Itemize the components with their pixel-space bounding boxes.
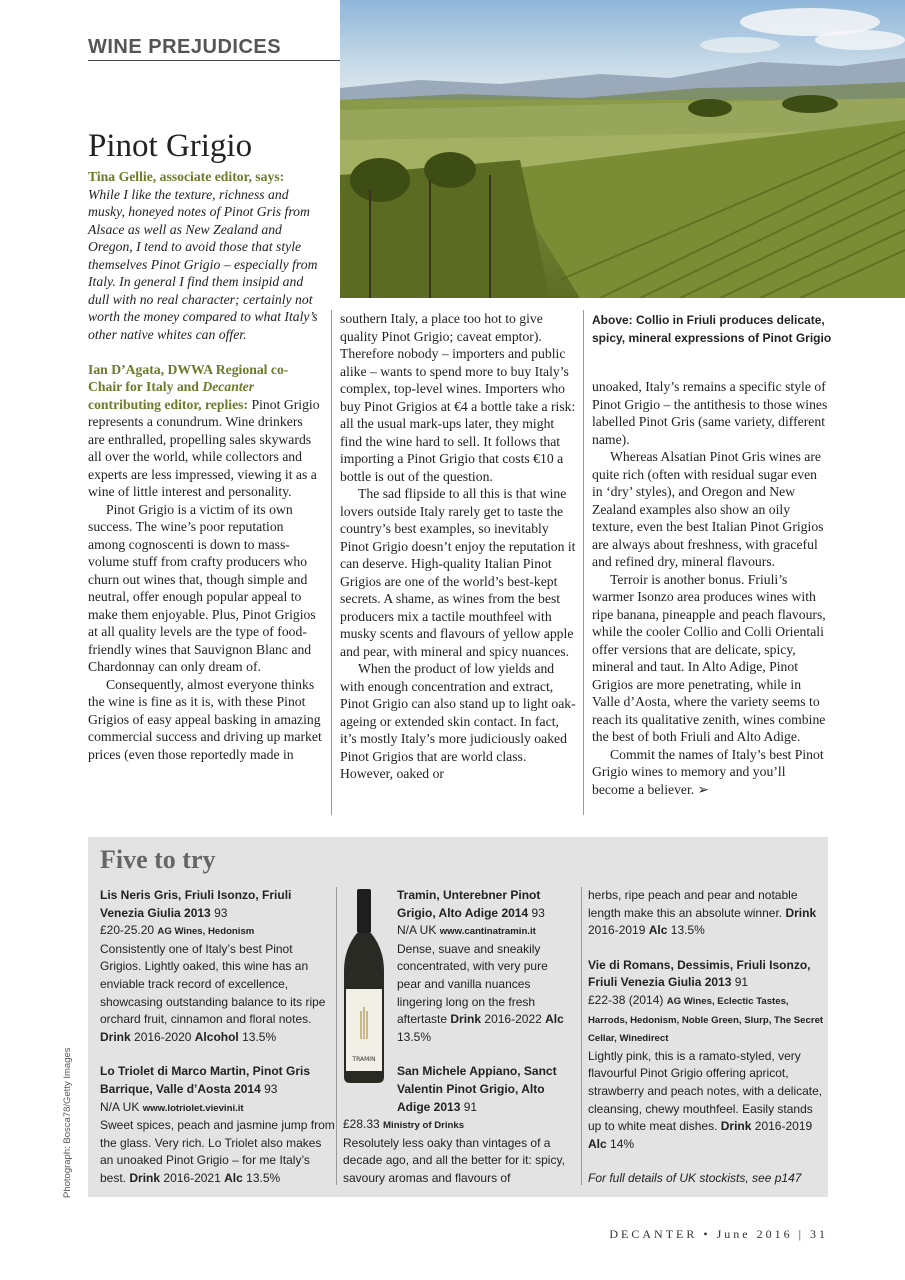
wine-score: 91 xyxy=(463,1099,478,1114)
bottle-label-brand: TRAMIN xyxy=(352,1056,376,1063)
reply-heading-magazine: Decanter xyxy=(202,379,255,394)
article-column-2 xyxy=(340,310,576,783)
footer-issue: June 2016 xyxy=(716,1227,793,1241)
wine-drink: 2016-2020 xyxy=(134,1029,192,1044)
wine-note: Consistently one of Italy’s best Pinot Grigios. Lightly oaked, this wine has an enviable track record of excellence, showcasing outstanding balance to its ripe orchard fruit, cinnamon and floral notes. xyxy=(100,941,326,1027)
footer-magazine: DECANTER xyxy=(609,1227,698,1241)
wine-note: Resolutely less oaky than vintages of a decade ago, and all the better for it: spicy, savoury aromas and flavours of xyxy=(343,1135,565,1185)
section-title: WINE PREJUDICES xyxy=(88,36,282,58)
box-column-divider xyxy=(336,887,337,1185)
wine-alc: 13.5% xyxy=(670,923,705,938)
wine-score: 93 xyxy=(531,905,545,920)
wine-price: N/A UK xyxy=(397,923,437,938)
wine-score: 93 xyxy=(264,1081,278,1096)
paragraph-5: When the product of low yields and with enough concentration and extract, Pinot Grigio can also stand up to light oak-ageing or extended skin contact. In fact, it’s mostly Italy’s more judiciously oaked Pinot Grigios that are world class. However, oaked or xyxy=(340,661,576,781)
paragraph-3-continued: southern Italy, a place too hot to give quality Pinot Grigio; caveat emptor). Therefore nobody – importers and public alike – wants to spend more to buy Italy’s complex, top-level wines. Importers who buy Pinot Grigios at €4 a bottle take a risk: all the usual mark-ups later, they might find the wine hard to sell. It follows that importing a Pinot Grigio that costs €10 a bottle is out of the question. xyxy=(340,311,576,484)
says-body: While I like the texture, richness and musky, honeyed notes of Pinot Gris from Alsace as well as New Zealand and Oregon, I tend to avoid those that style themselves Pinot Grigio – especially from Italy. In general I find them insipid and dull with no real character; certainly not worth the money compared to what Italy’s other native whites can offer. xyxy=(88,186,318,342)
paragraph-5-continued: unoaked, Italy’s remains a specific style of Pinot Grigio – the antithesis to those wines labelled Pinot Gris (same variety, different name). xyxy=(592,379,828,447)
article-column-1 xyxy=(88,168,322,763)
wine-price: £22-38 (2014) xyxy=(588,992,664,1007)
paragraph-2: Pinot Grigio is a victim of its own success. The wine’s poor reputation among cognoscenti is down to mass-volume stuff from crafty producers who churn out wines that, though simple and neutral, offer enough popular appeal to make them enjoyable. Plus, Pinot Grigios at all quality levels are the type of food-friendly wines that Sauvignon Blanc and Chardonnay can only dream of. xyxy=(88,501,316,674)
box-column-2: Tramin, Unterebner Pinot Grigio, Alto Adige 2014 93 N/A UK www.cantinatramin.it Dense, suave and sneakily concentrated, with very pure pear and vanilla nuances lingering long on the fresh aftertaste Drink 2016-2022 Alc 13.5% San Michele Appiano, Sanct Valentin Pinot Grigio, Alto Adige 2013 91 £28.33 Ministry of Drinks Resolutely less oaky than vintages of a decade ago, and all the better for it: spicy, savoury aromas and flavours of xyxy=(343,887,575,1188)
photo-caption: Above: Collio in Friuli produces delicate, spicy, mineral expressions of Pinot Grigio xyxy=(592,313,832,345)
reply-heading-b: contributing editor, replies: xyxy=(88,396,249,412)
five-to-try-title: Five to try xyxy=(100,845,216,874)
page-number: 31 xyxy=(810,1227,828,1241)
wine-stockists: Ministry of Drinks xyxy=(383,1120,465,1132)
wine-stockists: AG Wines, Eclectic Tastes, Harrods, Hedonism, Noble Green, Slurp, The Secret Cellar, Winedirect xyxy=(588,995,824,1045)
says-heading: Tina Gellie, associate editor, says: xyxy=(88,169,285,184)
paragraph-8: Commit the names of Italy’s best Pinot Grigio wines to memory and you’ll become a believer. xyxy=(592,746,824,797)
wine-stockists: www.cantinatramin.it xyxy=(439,926,536,938)
box-column-3: herbs, ripe peach and pear and notable length make this an absolute winner. Drink 2016-2019 Alc 13.5% Vie di Romans, Dessimis, Friuli Isonzo, Friuli Venezia Giulia 2013 91 £22-38 (2014) AG Wines, Eclectic Tastes, Harrods, Hedonism, Noble Green, Slurp, The Secret Cellar, Winedirect Lightly pink, this is a ramato-styled, very flavourful Pinot Grigio offering apricot, strawberry and peach notes, with a delicate, cleansing, chewy mouthfeel. Easily stands up to white meat dishes. Drink 2016-2019 Alc 14% For full details of UK stockists, see p147 xyxy=(588,887,824,1188)
wine-name: San Michele Appiano, Sanct Valentin Pinot Grigio, Alto Adige 2013 xyxy=(397,1064,557,1114)
reply-first-paragraph: Pinot Grigio represents a conundrum. Wine drinkers are enthralled, propelling sales skywards all over the world, while collectors and experts are less impressed, viewing it as a wine of little interest and personality. xyxy=(88,396,320,499)
end-mark-icon: ➢ xyxy=(697,781,710,797)
wine-drink: 2016-2019 xyxy=(588,923,646,938)
paragraph-3: Consequently, almost everyone thinks the wine is fine as it is, with these Pinot Grigios of easy appeal basking in amazing commercial success and driving up market prices (even those reportedly made in xyxy=(88,676,322,762)
article-column-3 xyxy=(592,378,828,798)
wine-price: N/A UK xyxy=(100,1099,140,1114)
photo-credit: Photograph: Bosca78/Getty Images xyxy=(62,1047,73,1198)
wine-name: Lis Neris Gris, Friuli Isonzo, Friuli Venezia Giulia 2013 xyxy=(100,888,292,920)
wine-name: Tramin, Unterebner Pinot Grigio, Alto Adige 2014 xyxy=(397,888,541,920)
wine-alc: 13.5% xyxy=(397,1029,432,1044)
wine-name: Vie di Romans, Dessimis, Friuli Isonzo, Friuli Venezia Giulia 2013 xyxy=(588,957,811,990)
column-divider xyxy=(583,310,584,815)
wine-alc: 13.5% xyxy=(242,1029,277,1044)
wine-price: £20-25.20 xyxy=(100,923,155,938)
wine-drink: 2016-2022 xyxy=(484,1012,542,1027)
wine-stockists: AG Wines, Hedonism xyxy=(157,926,255,938)
wine-drink: 2016-2021 xyxy=(163,1170,221,1185)
hero-vineyard-photo xyxy=(340,0,905,298)
box-column-1: Lis Neris Gris, Friuli Isonzo, Friuli Venezia Giulia 2013 93 £20-25.20 AG Wines, Hedonism Consistently one of Italy’s best Pinot Grigios. Lightly oaked, this wine has an enviable track record of excellence, showcasing outstanding balance to its ripe orchard fruit, cinnamon and floral notes. Drink 2016-2020 Alcohol 13.5% Lo Triolet di Marco Martin, Pinot Gris Barrique, Valle d’Aosta 2014 93 N/A UK www.lotriolet.vievini.it Sweet spices, peach and jasmine jump from the glass. Very rich. Lo Triolet also makes an unoaked Pinot Grigio – for me Italy’s best. Drink 2016-2021 Alc 13.5% xyxy=(100,888,335,1185)
section-rule xyxy=(88,60,340,61)
article-title: Pinot Grigio xyxy=(88,128,253,164)
wine-name: Lo Triolet di Marco Martin, Pinot Gris Barrique, Valle d’Aosta 2014 xyxy=(100,1064,311,1096)
wine-note-continued: herbs, ripe peach and pear and notable length make this an absolute winner. xyxy=(588,888,798,920)
wine-stockists: www.lotriolet.vievini.it xyxy=(142,1102,244,1114)
box-column-divider xyxy=(581,887,582,1185)
wine-drink: 2016-2019 xyxy=(754,1119,813,1134)
wine-note: Dense, suave and sneakily concentrated, with very pure pear and vanilla nuances lingering long on the fresh aftertaste xyxy=(397,941,548,1027)
wine-alc: 14% xyxy=(610,1136,635,1151)
paragraph-6: Whereas Alsatian Pinot Gris wines are quite rich (often with residual sugar even in ‘dry’ styles), and Oregon and New Zealand examples also show an oily texture, even the best Italian Pinot Grigios are always about freshness, with graceful and refined dry, mineral flavours. xyxy=(592,449,824,569)
wine-note: Sweet spices, peach and jasmine jump from the glass. Very rich. Lo Triolet also makes an unoaked Pinot Grigio – for me Italy’s best. xyxy=(100,1118,335,1185)
wine-price: £28.33 xyxy=(343,1117,380,1132)
reply-heading-a: Ian D’Agata, DWWA Regional co-Chair for Italy and xyxy=(88,361,289,394)
wine-score: 91 xyxy=(734,975,749,990)
paragraph-4: The sad flipside to all this is that wine lovers outside Italy rarely get to taste the country’s best examples, so inevitably Pinot Grigio doesn’t enjoy the reputation it can deserve. High-quality Italian Pinot Grigios are one of the world’s best-kept secrets. A shame, as wines from the best producers mix a tactile mouthfeel with musky scents and flavours of yellow apple and pear, with mineral and spicy nuances. xyxy=(340,486,576,659)
wine-score: 93 xyxy=(214,905,228,920)
paragraph-7: Terroir is another bonus. Friuli’s warmer Isonzo area produces wines with ripe banana, pineapple and peach flavours, while the cooler Collio and Colli Orientali offer versions that are delicate, spicy, mineral and taut. In Alto Adige, Pinot Grigios are more penetrating, while in Valle d’Aosta, where the variety seems to reach its qualitative zenith, wines combine the best of both Friuli and Alto Adige. xyxy=(592,571,826,744)
wine-alc: 13.5% xyxy=(246,1170,281,1185)
page-footer: DECANTER • June 2016 | 31 xyxy=(609,1227,828,1241)
stockists-footnote: For full details of UK stockists, see p147 xyxy=(588,1171,802,1186)
wine-note: Lightly pink, this is a ramato-styled, very flavourful Pinot Grigio offering apricot, strawberry and peach notes, with a delicate, cleansing, chewy mouthfeel. Easily stands up to white meat dishes. xyxy=(588,1048,823,1134)
column-divider xyxy=(331,310,332,815)
